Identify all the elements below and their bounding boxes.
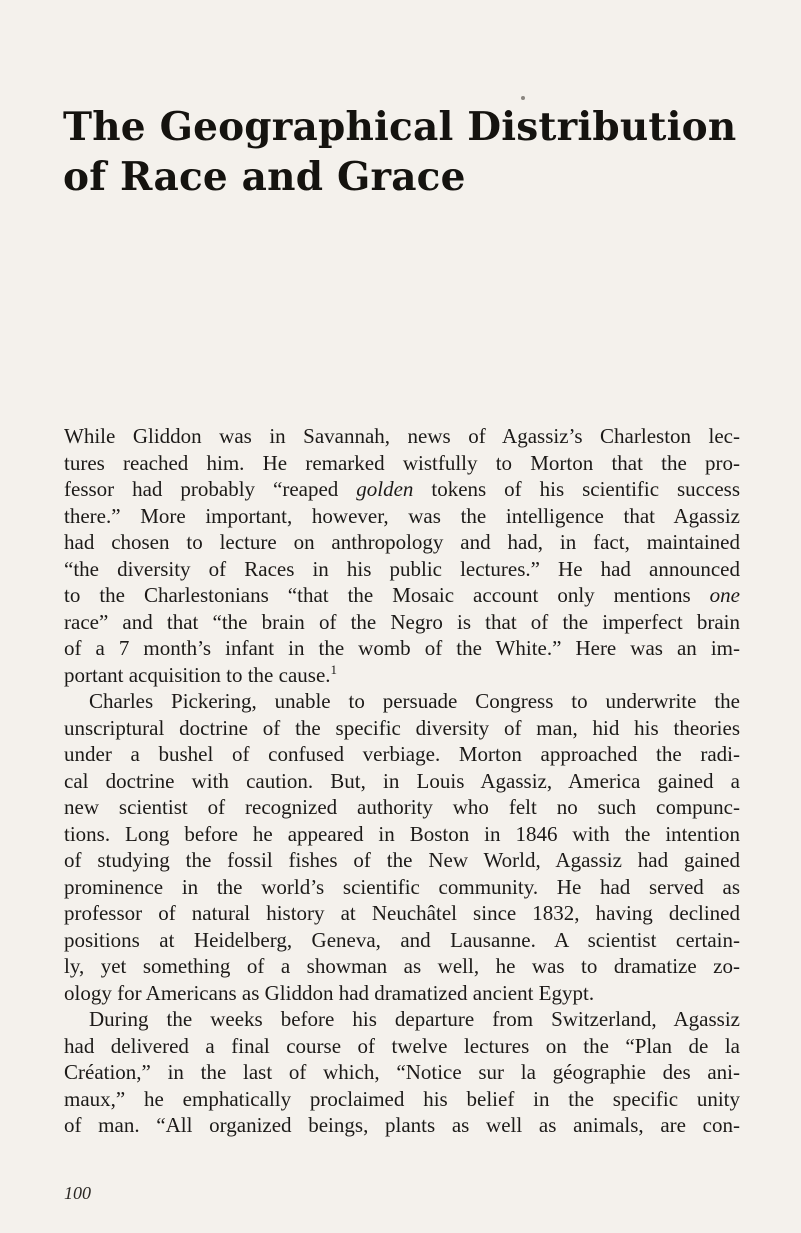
text-run: tions. Long before he appeared in Boston in 1846 with the intention [64, 821, 740, 846]
text-run: had delivered a final course of twelve lectures on the “Plan de la [64, 1033, 740, 1058]
text-line [64, 609, 740, 636]
footnote-reference[interactable]: 1 [330, 661, 338, 677]
italic-word: one [709, 583, 740, 607]
text-line [64, 1112, 740, 1139]
chapter-title-line-2: of Race and Grace [63, 154, 466, 200]
text-run: ology for Americans as Gliddon had dramatized ancient Egypt. [64, 980, 595, 1005]
text-line [64, 768, 740, 795]
text-line [64, 476, 740, 503]
page-number: 100 [64, 1183, 91, 1203]
text-run: Charles Pickering, unable to persuade Congress to underwrite the [89, 689, 740, 713]
chapter-title [63, 102, 753, 202]
text-line [64, 688, 740, 715]
text-line [64, 980, 740, 1007]
text-run: tures reached him. He remarked wistfully to Morton that the pro- [64, 450, 740, 475]
text-run: “the diversity of Races in his public lectures.” He had announced [64, 556, 740, 581]
text-run: maux,” he emphatically proclaimed his belief in the specific unity [64, 1086, 740, 1111]
text-line [64, 1006, 740, 1033]
text-line [64, 847, 740, 874]
text-run: to the Charlestonians “that the Mosaic account only mentions [64, 583, 710, 607]
chapter-title-line-1: The Geographical Distribution [63, 104, 737, 150]
text-line [64, 556, 740, 583]
text-run: portant acquisition to the cause. [64, 662, 331, 687]
text-line [64, 662, 740, 689]
text-run: had chosen to lecture on anthropology and had, in fact, maintained [64, 530, 740, 554]
text-line [64, 741, 740, 768]
text-line [64, 794, 740, 821]
text-run: race” and that “the brain of the Negro is that of the imperfect brain [64, 609, 740, 634]
text-line [64, 450, 740, 477]
text-run: professor of natural history at Neuchâtel since 1832, having declined [64, 901, 740, 925]
text-line [64, 1059, 740, 1086]
text-line [64, 582, 740, 609]
text-run: there.” More important, however, was the intelligence that Agassiz [64, 503, 740, 528]
text-line [64, 874, 740, 901]
text-line [64, 423, 740, 450]
text-run: positions at Heidelberg, Geneva, and Lausanne. A scientist certain- [64, 927, 740, 952]
text-run: fessor had probably “reaped [64, 477, 357, 501]
text-line [64, 635, 740, 662]
text-run: of a 7 month’s infant in the womb of the White.” Here was an im- [64, 636, 740, 660]
text-run: prominence in the world’s scientific community. He had served as [64, 874, 740, 899]
text-run: of studying the fossil fishes of the New World, Agassiz had gained [64, 848, 740, 872]
text-run: unscriptural doctrine of the specific diversity of man, hid his theories [64, 715, 740, 740]
text-run: new scientist of recognized authority who felt no such compunc- [64, 795, 740, 819]
text-run: During the weeks before his departure from Switzerland, Agassiz [89, 1007, 740, 1031]
text-run: tokens of his scientific success [413, 477, 740, 501]
text-run: Création,” in the last of which, “Notice sur la géographie des ani- [64, 1060, 740, 1084]
text-run: cal doctrine with caution. But, in Louis Agassiz, America gained a [64, 768, 740, 793]
text-run: under a bushel of confused verbiage. Morton approached the radi- [64, 742, 740, 766]
text-run: While Gliddon was in Savannah, news of Agassiz’s Charleston lec- [64, 424, 740, 448]
text-line [64, 1033, 740, 1060]
body-text [64, 423, 740, 1139]
text-line [64, 821, 740, 848]
text-run: of man. “All organized beings, plants as well as animals, are con- [64, 1113, 740, 1137]
text-line [64, 900, 740, 927]
text-line [64, 529, 740, 556]
text-line [64, 503, 740, 530]
text-line [64, 1086, 740, 1113]
text-line [64, 715, 740, 742]
text-run: ly, yet something of a showman as well, he was to dramatize zo- [64, 954, 740, 978]
text-line [64, 927, 740, 954]
paper-speck [521, 96, 525, 100]
text-line [64, 953, 740, 980]
italic-word: golden [356, 477, 414, 501]
